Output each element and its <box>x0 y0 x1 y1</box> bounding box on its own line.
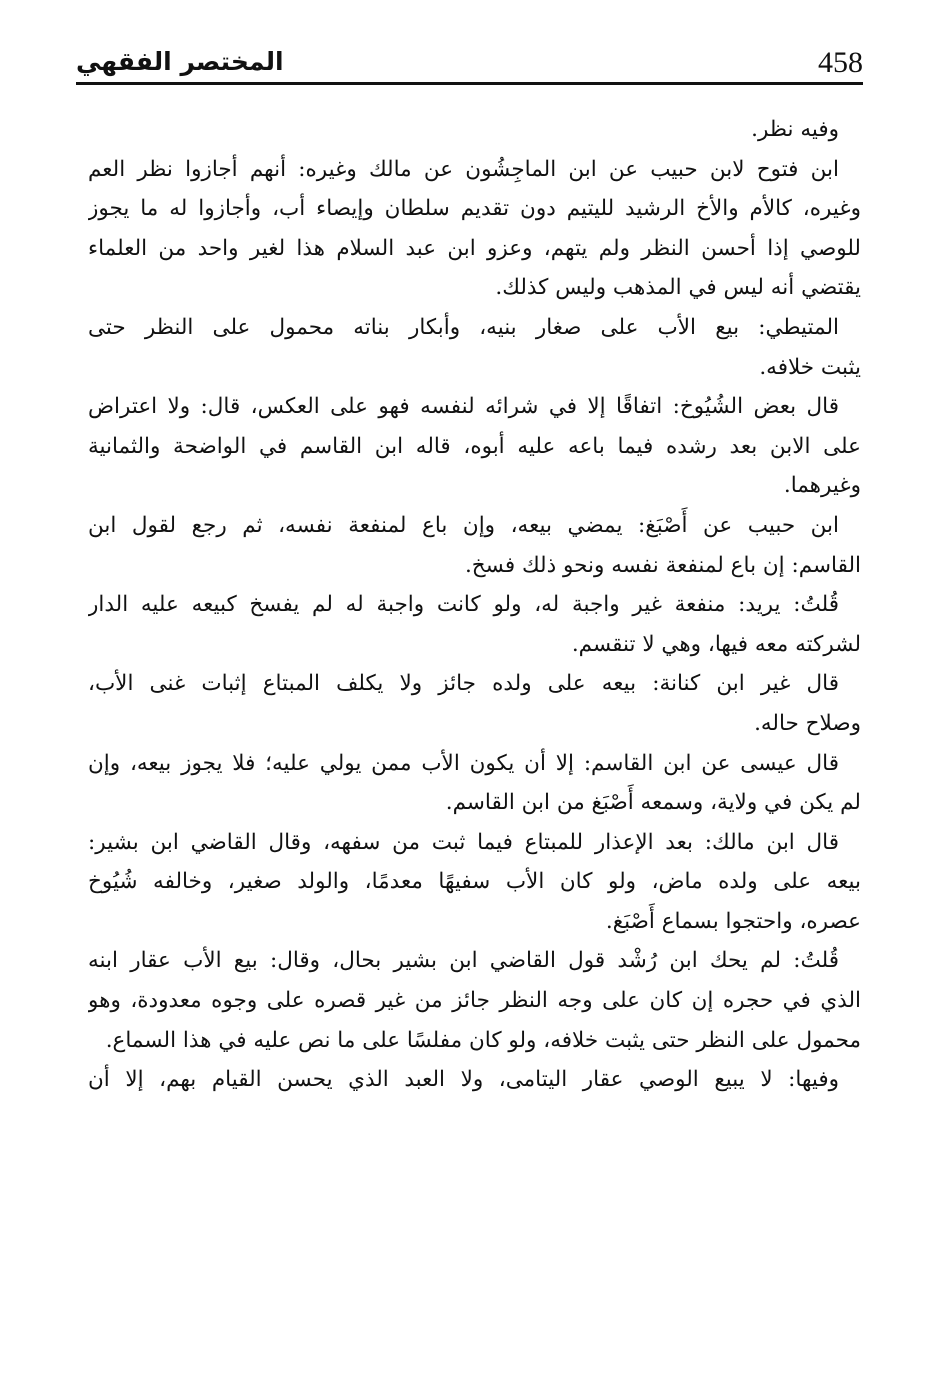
text-line: الذي في حجره إن كان على وجه النظر جائز من غير قصره على وجوه معدودة، وهو <box>88 988 861 1014</box>
text-line: لشركته معه فيها، وهي لا تنقسم. <box>571 631 861 657</box>
text-line: وغيرهما. <box>783 473 861 499</box>
text-line: ابن فتوح لابن حبيب عن ابن الماجِشُون عن مالك وغيره: أنهم أجازوا نظر العم <box>88 156 839 182</box>
text-line: للوصي إذا أحسن النظر ولم يتهم، وعزو ابن عبد السلام هذا لغير واحد من العلماء <box>88 235 861 261</box>
text-line: وفيه نظر. <box>751 117 839 142</box>
text-line: قال بعض الشُيُوخ: اتفاقًا إلا في شرائه لنفسه فهو على العكس، قال: ولا اعتراض <box>88 394 839 420</box>
paragraph-2 <box>88 150 861 308</box>
paragraph-9 <box>88 823 861 942</box>
paragraph-10 <box>88 941 861 1060</box>
text-line: وفيها: لا يبيع الوصي عقار اليتامى، ولا العبد الذي يحسن القيام بهم، إلا أن <box>88 1067 839 1093</box>
text-line: بيعه على ولده ماض، ولو كان الأب سفيهًا معدمًا، والولد صغير، وخالفه شُيُوخ <box>88 869 861 895</box>
text-line: وصلاح حاله. <box>754 710 861 736</box>
text-line: القاسم: إن باع لمنفعة نفسه ونحو ذلك فسخ. <box>464 552 861 578</box>
main-text <box>88 110 861 1100</box>
paragraph-1 <box>88 110 861 150</box>
text-line: على الابن بعد رشده فيما باعه عليه أبوه، قاله ابن القاسم في الواضحة والثمانية <box>88 433 861 459</box>
text-line: قال غير ابن كنانة: بيعه على ولده جائز ولا يكلف المبتاع إثبات غنى الأب، <box>88 671 839 697</box>
text-line: قال ابن مالك: بعد الإعذار للمبتاع فيما ثبت من سفهه، وقال القاضي ابن بشير: <box>88 829 839 855</box>
text-line: قُلتُ: لم يحك ابن رُشْد قول القاضي ابن بشير بحال، وقال: بيع الأب عقار ابنه <box>88 948 839 974</box>
text-line: المتيطي: بيع الأب على صغار بنيه، وأبكار بناته محمول على النظر حتى <box>88 314 839 340</box>
paragraph-5 <box>88 506 861 585</box>
page-header <box>76 32 863 85</box>
paragraph-4 <box>88 387 861 506</box>
running-title: المختصر الفقهي <box>76 47 284 76</box>
paragraph-6 <box>88 585 861 664</box>
text-line: وغيره، كالأم والأخ الرشيد لليتيم دون تقديم سلطان وإيصاء أب، وأجازوا له ما يجوز <box>88 196 861 222</box>
paragraph-3 <box>88 308 861 387</box>
text-line: قُلتُ: يريد: منفعة غير واجبة له، ولو كانت واجبة له لم يفسخ كبيعه عليه الدار <box>88 592 839 618</box>
text-line: ابن حبيب عن أَصْبَغ: يمضي بيعه، وإن باع لمنفعة نفسه، ثم رجع لقول ابن <box>88 512 839 538</box>
paragraph-7 <box>88 664 861 743</box>
paragraph-8 <box>88 744 861 823</box>
text-line: لم يكن في ولاية، وسمعه أَصْبَغ من ابن القاسم. <box>445 790 861 816</box>
paragraph-11 <box>88 1060 861 1100</box>
text-line: يثبت خلافه. <box>759 354 861 380</box>
page-number: 458 <box>818 46 863 79</box>
text-line: محمول على النظر حتى يثبت خلافه، ولو كان مفلسًا على ما نص عليه في هذا السماع. <box>105 1027 861 1053</box>
text-line: عصره، واحتجوا بسماع أَصْبَغ. <box>605 908 861 934</box>
text-line: قال عيسى عن ابن القاسم: إلا أن يكون الأب ممن يولي عليه؛ فلا يجوز بيعه، وإن <box>88 750 839 776</box>
text-line: يقتضي أنه ليس في المذهب وليس كذلك. <box>495 275 861 301</box>
